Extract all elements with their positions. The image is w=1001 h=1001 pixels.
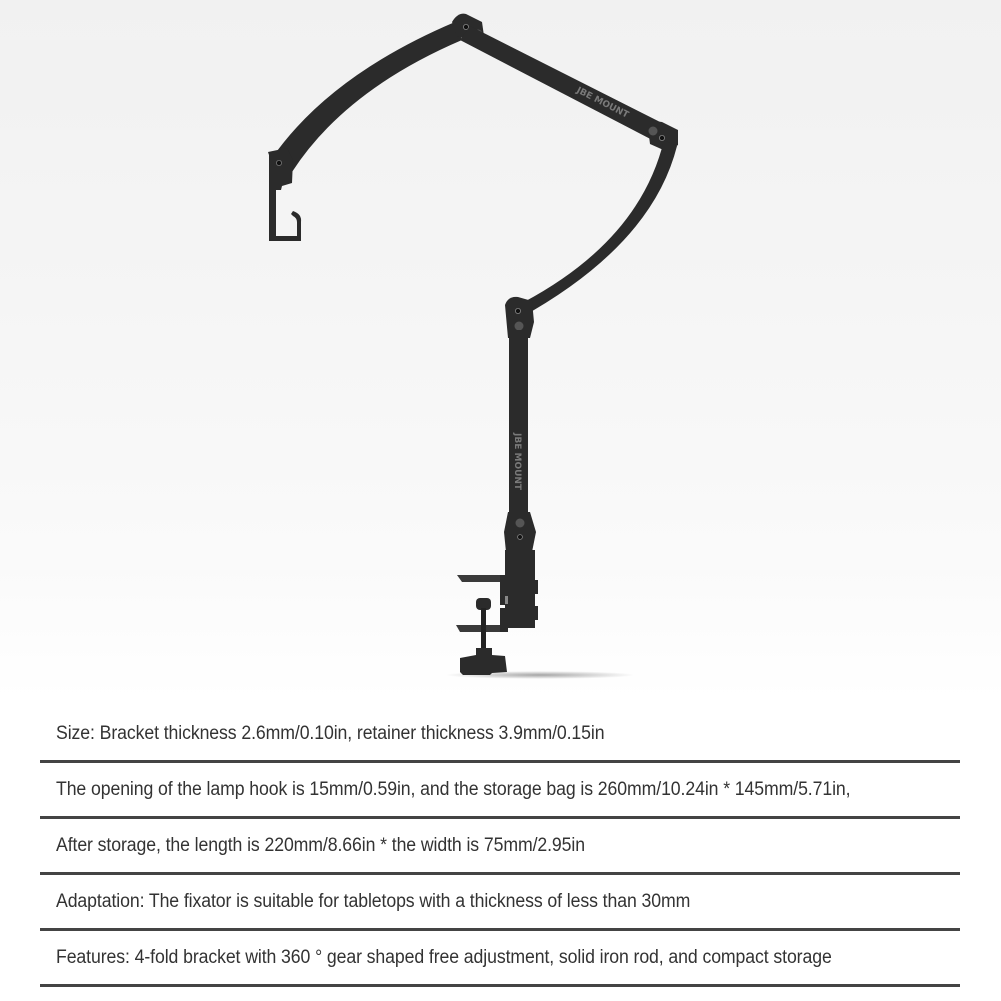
- brand-mark-pole: JBE MOUNT: [512, 433, 522, 491]
- spec-row-size: [40, 707, 960, 763]
- spec-text: The opening of the lamp hook is 15mm/0.59in, and the storage bag is 260mm/10.24in * 145mm/5.71in,: [56, 779, 851, 800]
- spec-text: Features: 4-fold bracket with 360 ° gear shaped free adjustment, solid iron rod, and compact storage: [56, 947, 832, 968]
- desk-clamp: [456, 550, 538, 675]
- spec-list: [40, 707, 960, 987]
- arm-segment-3: [520, 140, 677, 318]
- vertical-pole: [509, 330, 528, 520]
- brand-mark-upper: JBE MOUNT: [574, 85, 631, 121]
- arm-segment-2: [460, 26, 668, 145]
- pivot-joint-lower: [504, 512, 536, 552]
- spec-text: Size: Bracket thickness 2.6mm/0.10in, retainer thickness 3.9mm/0.15in: [56, 723, 605, 744]
- spec-text: Adaptation: The fixator is suitable for tabletops with a thickness of less than 30mm: [56, 891, 691, 912]
- spec-row-features: [40, 931, 960, 987]
- spec-row-storage-size: [40, 819, 960, 875]
- spec-row-hook-opening: [40, 763, 960, 819]
- spec-row-adaptation: [40, 875, 960, 931]
- arm-segment-1: [272, 22, 462, 172]
- spec-text: After storage, the length is 220mm/8.66in * the width is 75mm/2.95in: [56, 835, 585, 856]
